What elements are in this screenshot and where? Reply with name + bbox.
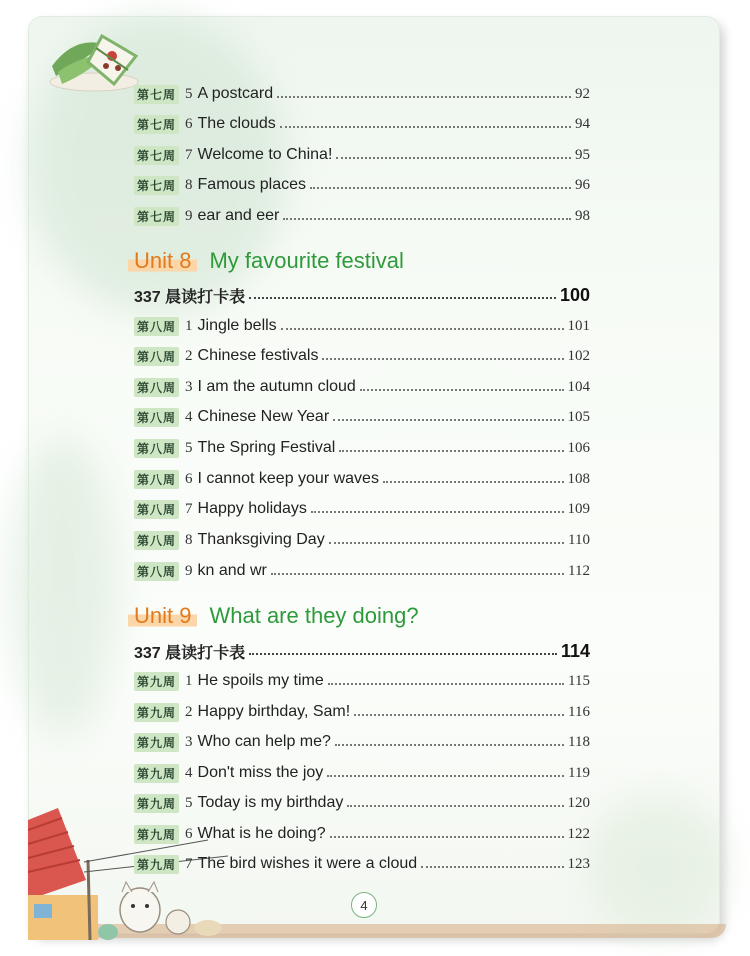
lesson-title: The Spring Festival (197, 439, 336, 456)
week-badge: 第九周 (134, 794, 179, 813)
lesson-title: Famous places (197, 176, 307, 193)
dot-leader (360, 379, 564, 391)
week-badge: 第八周 (134, 347, 179, 366)
dot-leader (339, 440, 563, 452)
dot-leader (310, 177, 571, 189)
toc-row[interactable] (134, 729, 590, 755)
toc-row[interactable] (134, 466, 590, 492)
lesson-number: 6 (185, 115, 193, 132)
dot-leader (249, 643, 557, 655)
dot-leader (354, 704, 564, 716)
toc-row[interactable] (134, 435, 590, 461)
dot-leader (335, 734, 564, 746)
week-badge: 第八周 (134, 317, 179, 336)
page-number: 108 (567, 470, 590, 487)
lesson-number: 4 (185, 764, 193, 781)
unit-heading (128, 244, 404, 278)
lesson-title: He spoils my time (197, 672, 324, 689)
page-number: 102 (567, 347, 590, 364)
week-badge: 第七周 (134, 146, 179, 165)
lesson-title: Happy holidays (197, 500, 307, 517)
lesson-title: The bird wishes it were a cloud (197, 855, 418, 872)
dot-leader (333, 409, 563, 421)
page-number: 112 (568, 562, 590, 579)
page-number: 92 (575, 85, 590, 102)
lesson-number: 8 (185, 176, 193, 193)
week-badge: 第七周 (134, 207, 179, 226)
page-number: 123 (567, 855, 590, 872)
lesson-title: kn and wr (197, 562, 267, 579)
lesson-number: 1 (185, 672, 193, 689)
lesson-number: 3 (185, 733, 193, 750)
week-badge: 第八周 (134, 408, 179, 427)
lesson-title: Chinese festivals (197, 347, 319, 364)
toc-row[interactable] (134, 343, 590, 369)
week-badge: 第七周 (134, 115, 179, 134)
week-badge: 第九周 (134, 825, 179, 844)
lesson-number: 7 (185, 500, 193, 517)
week-badge: 第九周 (134, 855, 179, 874)
week-badge: 第九周 (134, 764, 179, 783)
page-number: 115 (568, 672, 590, 689)
page-number: 105 (567, 408, 590, 425)
checkin-sheet-row[interactable] (134, 638, 590, 664)
dot-leader (327, 765, 564, 777)
lesson-title: A postcard (197, 85, 274, 102)
dot-leader (249, 287, 556, 299)
dot-leader (283, 208, 571, 220)
toc-row[interactable] (134, 558, 590, 584)
toc-row[interactable] (134, 821, 590, 847)
lesson-number: 1 (185, 317, 193, 334)
page-number: 116 (568, 703, 590, 720)
page-number: 101 (567, 317, 590, 334)
page-number: 95 (575, 146, 590, 163)
lesson-number: 5 (185, 794, 193, 811)
watercolor-wash (8, 436, 118, 736)
lesson-number: 4 (185, 408, 193, 425)
page-number: 120 (567, 794, 590, 811)
unit-label: Unit 8 (128, 248, 197, 274)
unit-title: What are they doing? (209, 603, 419, 628)
toc-row[interactable] (134, 699, 590, 725)
dot-leader (336, 147, 571, 159)
page-number: 119 (568, 764, 590, 781)
lesson-title: The clouds (197, 115, 276, 132)
page-number: 98 (575, 207, 590, 224)
toc-row[interactable] (134, 313, 590, 339)
week-badge: 第八周 (134, 439, 179, 458)
page-number: 100 (559, 284, 590, 305)
toc-row[interactable] (134, 81, 590, 107)
lesson-number: 6 (185, 470, 193, 487)
lesson-title: Happy birthday, Sam! (197, 703, 351, 720)
page-number: 96 (575, 176, 590, 193)
lesson-number: 3 (185, 378, 193, 395)
dot-leader (329, 532, 564, 544)
week-badge: 第九周 (134, 703, 179, 722)
page-number: 109 (567, 500, 590, 517)
unit-heading (128, 599, 419, 633)
toc-row[interactable] (134, 527, 590, 553)
lesson-title: Don't miss the joy (197, 764, 324, 781)
lesson-title: ear and eer (197, 207, 280, 224)
dot-leader (311, 501, 564, 513)
page-number: 106 (567, 439, 590, 456)
toc-row[interactable] (134, 496, 590, 522)
dot-leader (347, 795, 563, 807)
toc-row[interactable] (134, 111, 590, 137)
unit-label: Unit 9 (128, 603, 197, 629)
zongzi-dumpling-icon (44, 26, 146, 96)
lesson-title: Chinese New Year (197, 408, 330, 425)
week-badge: 第七周 (134, 85, 179, 104)
checkin-sheet-row[interactable] (134, 282, 590, 308)
watercolor-wash (588, 796, 728, 936)
dot-leader (277, 86, 571, 98)
dot-leader (328, 673, 564, 685)
lesson-number: 9 (185, 207, 193, 224)
lesson-title: Thanksgiving Day (197, 531, 325, 548)
week-badge: 第八周 (134, 562, 179, 581)
page-number: 114 (560, 640, 590, 661)
toc-row[interactable] (134, 760, 590, 786)
page-number: 104 (567, 378, 590, 395)
week-badge: 第八周 (134, 531, 179, 550)
lesson-title: I am the autumn cloud (197, 378, 356, 395)
lesson-title: Jingle bells (197, 317, 277, 334)
lesson-title: Today is my birthday (197, 794, 344, 811)
footer-page-number: 4 (351, 892, 377, 918)
week-badge: 第九周 (134, 733, 179, 752)
toc-row[interactable] (134, 142, 590, 168)
lesson-number: 8 (185, 531, 193, 548)
toc-row[interactable] (134, 851, 590, 877)
dot-leader (281, 318, 564, 330)
lesson-title: Who can help me? (197, 733, 331, 750)
week-badge: 第八周 (134, 470, 179, 489)
lesson-title: I cannot keep your waves (197, 470, 379, 487)
dot-leader (280, 116, 571, 128)
lesson-number: 7 (185, 146, 193, 163)
week-badge: 第七周 (134, 176, 179, 195)
checkin-sheet-label: 337 晨读打卡表 (134, 288, 246, 306)
toc-row[interactable] (134, 203, 590, 229)
page-number: 122 (567, 825, 590, 842)
checkin-sheet-label: 337 晨读打卡表 (134, 644, 246, 662)
dot-leader (322, 348, 563, 360)
lesson-number: 9 (185, 562, 193, 579)
toc-row[interactable] (134, 668, 590, 694)
toc-row[interactable] (134, 172, 590, 198)
dot-leader (383, 471, 564, 483)
lesson-title: What is he doing? (197, 825, 326, 842)
lesson-number: 7 (185, 855, 193, 872)
lesson-number: 6 (185, 825, 193, 842)
toc-row[interactable] (134, 404, 590, 430)
page-number: 118 (568, 733, 590, 750)
lesson-number: 5 (185, 85, 193, 102)
lesson-number: 2 (185, 703, 193, 720)
week-badge: 第八周 (134, 500, 179, 519)
unit-title: My favourite festival (209, 248, 404, 273)
dot-leader (271, 563, 564, 575)
lesson-title: Welcome to China! (197, 146, 333, 163)
toc-row[interactable] (134, 790, 590, 816)
page-number: 94 (575, 115, 590, 132)
lesson-number: 2 (185, 347, 193, 364)
week-badge: 第八周 (134, 378, 179, 397)
page-number: 110 (568, 531, 590, 548)
dot-leader (421, 856, 563, 868)
dot-leader (330, 826, 564, 838)
lesson-number: 5 (185, 439, 193, 456)
week-badge: 第九周 (134, 672, 179, 691)
toc-row[interactable] (134, 374, 590, 400)
